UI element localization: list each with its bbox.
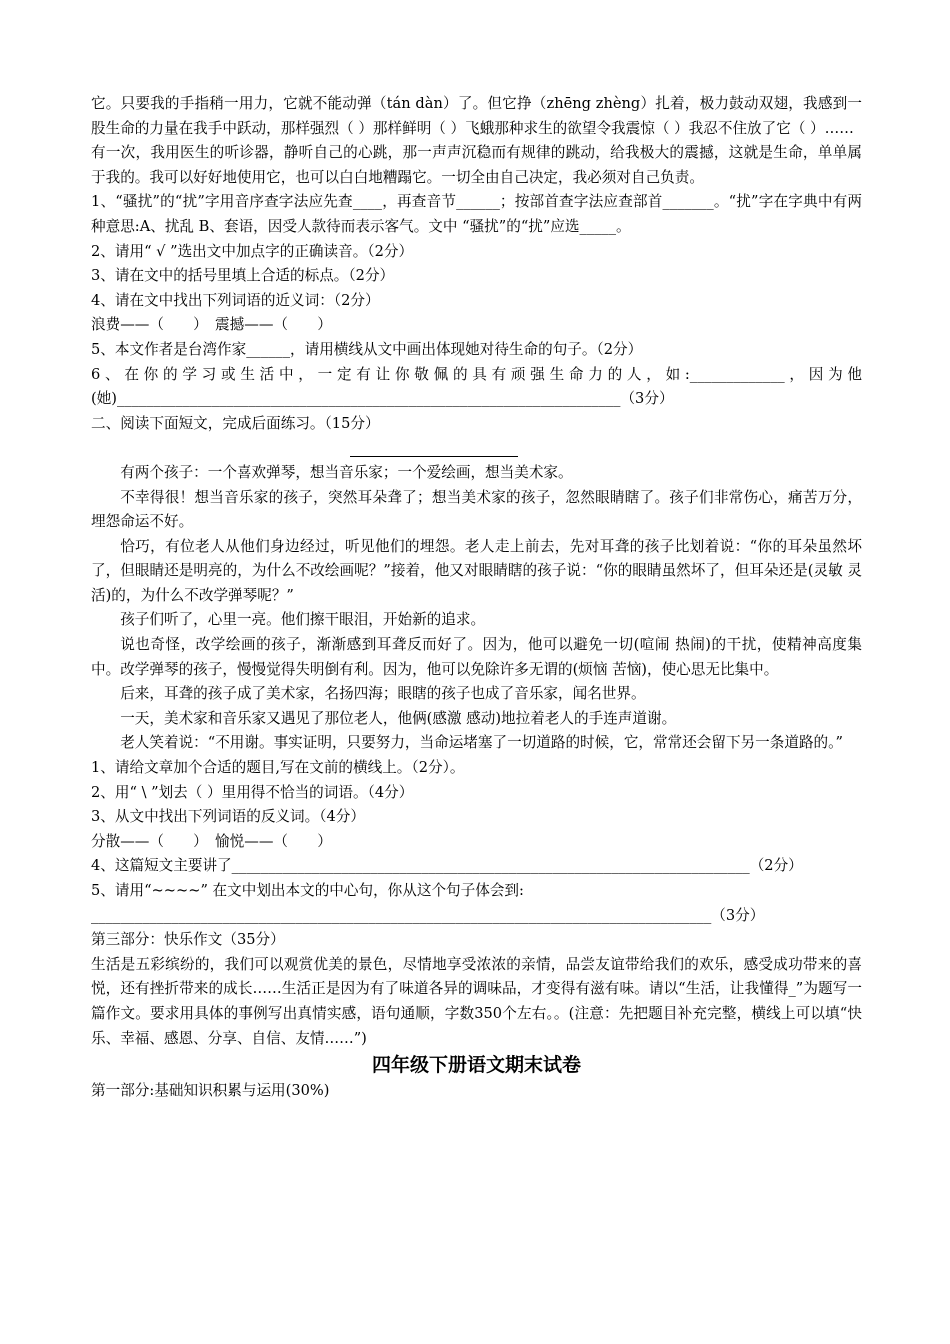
question-line: 3、从文中找出下列词语的反义词。（4分） [91,808,365,826]
question-line: 1、请给文章加个合适的题目,写在文前的横线上。（2分）。 [91,759,465,777]
passage-line: 有一次，我用医生的听诊器，静听自己的心跳，那一声声沉稳而有规律的跳动，给我极大的震撼，这就是生命，单单属于我的。我可以好好地使用它，也可以白白地糟蹋它。一切全由自己决定，我必须对自己负责。 [91,144,862,186]
question-line: 2、请用“ √ ”选出文中加点字的正确读音。（2分） [91,242,414,260]
exam-title: 四年级下册语文期末试卷 [371,1054,581,1077]
story-paragraph: 恰巧，有位老人从他们身边经过，听见他们的埋怨。老人走上前去，先对耳聋的孩子比划着说：“你的耳朵虽然坏了，但眼睛还是明亮的，为什么不改绘画呢？”接着，他又对眼睛瞎的孩子说：“你的眼睛虽然坏了，但耳朵还是(灵敏 灵活)的，为什么不改学弹琴呢？” [91,537,862,604]
story-paragraph: 老人笑着说：“不用谢。事实证明，只要努力，当命运堵塞了一切道路的时候，它，常常还会留下另一条道路的。” [120,734,843,752]
story-paragraph: 有两个孩子：一个喜欢弹琴，想当音乐家；一个爱绘画，想当美术家。 [120,463,573,481]
question-line: 2、用“ \ ”划去（ ）里用得不恰当的词语。（4分） [91,783,414,801]
section-heading: 二、阅读下面短文，完成后面练习。（15分） [91,414,380,432]
section-heading: 第三部分：快乐作文（35分） [91,931,285,949]
story-paragraph: 一天，美术家和音乐家又遇见了那位老人，他俩(感激 感动)地拉着老人的手连声道谢。 [120,709,677,727]
passage-line: 它。只要我的手指稍一用力，它就不能动弹（tán dàn）了。但它挣（zhēng zhèng）扎着，极力鼓动双翅，我感到一股生命的力量在我手中跃动，那样强烈（ ）那样鲜明（ ）飞蛾那种求生的欲望令我震惊（ ）我忍不住放了它（ ）…… [91,95,862,137]
exam-page [91,92,862,1104]
question-line: 6、在你的学习或生活中，一定有让你敬佩的具有顽强生命力的人，如:_____________，因为他 (她)_____________________________________________________________________（3分） [91,365,862,408]
story-paragraph: 孩子们听了，心里一亮。他们擦干眼泪，开始新的追求。 [120,611,486,629]
story-paragraph: 后来，耳聋的孩子成了美术家，名扬四海；眼瞎的孩子也成了音乐家，闻名世界。 [120,685,646,703]
essay-prompt: 生活是五彩缤纷的，我们可以观赏优美的景色，尽情地享受浓浓的亲情，品尝友谊带给我们的欢乐，感受成功带来的喜悦，还有挫折带来的成长……生活正是因为有了味道各异的调味品，才变得有滋有味。请以“生活，让我懂得_”为题写一篇作文。要求用具体的事例写出真情实感，语句通顺，字数350个左右。。(注意：先把题目补充完整，横线上可以填“快乐、幸福、感恩、分享、自信、友情……”) [91,955,862,1047]
story-paragraph: 说也奇怪，改学绘画的孩子，渐渐感到耳聋反而好了。因为，他可以避免一切(喧闹 热闹)的干扰，使精神高度集中。改学弹琴的孩子，慢慢觉得失明倒有利。因为，他可以免除许多无谓的(烦恼 苦恼)，使心思无比集中。 [91,636,862,678]
question-line: 4、这篇短文主要讲了_______________________________________________________________________（2分） [91,857,803,875]
title-blank-line [91,436,862,461]
question-line: 5、本文作者是台湾作家______，请用横线从文中画出体现她对待生命的句子。（2分） [91,340,643,358]
question-line: 浪费——（ ） 震撼——（ ） [91,316,332,334]
part-heading: 第一部分:基础知识积累与运用(30%) [91,1082,330,1100]
question-line: _____________________________________________________________________________________（3分） [91,906,765,924]
question-line: 5、请用“~~~~” 在文中划出本文的中心句，你从这个句子体会到: [91,882,524,899]
question-line: 4、请在文中找出下列词语的近义词：（2分） [91,291,380,309]
question-line: 1、“骚扰”的“扰”字用音序查字法应先查____，再查音节______；按部首查字法应查部首_______。“扰”字在字典中有两种意思:A、扰乱 B、套语，因受人款待而表示客气。文中 “骚扰”的“扰”应选_____。 [91,193,862,235]
question-line: 3、请在文中的括号里填上合适的标点。（2分） [91,267,395,285]
story-paragraph: 不幸得很！想当音乐家的孩子，突然耳朵聋了；想当美术家的孩子，忽然眼睛瞎了。孩子们非常伤心，痛苦万分，埋怨命运不好。 [91,488,862,531]
question-line: 分散——（ ） 愉悦——（ ） [91,832,332,850]
